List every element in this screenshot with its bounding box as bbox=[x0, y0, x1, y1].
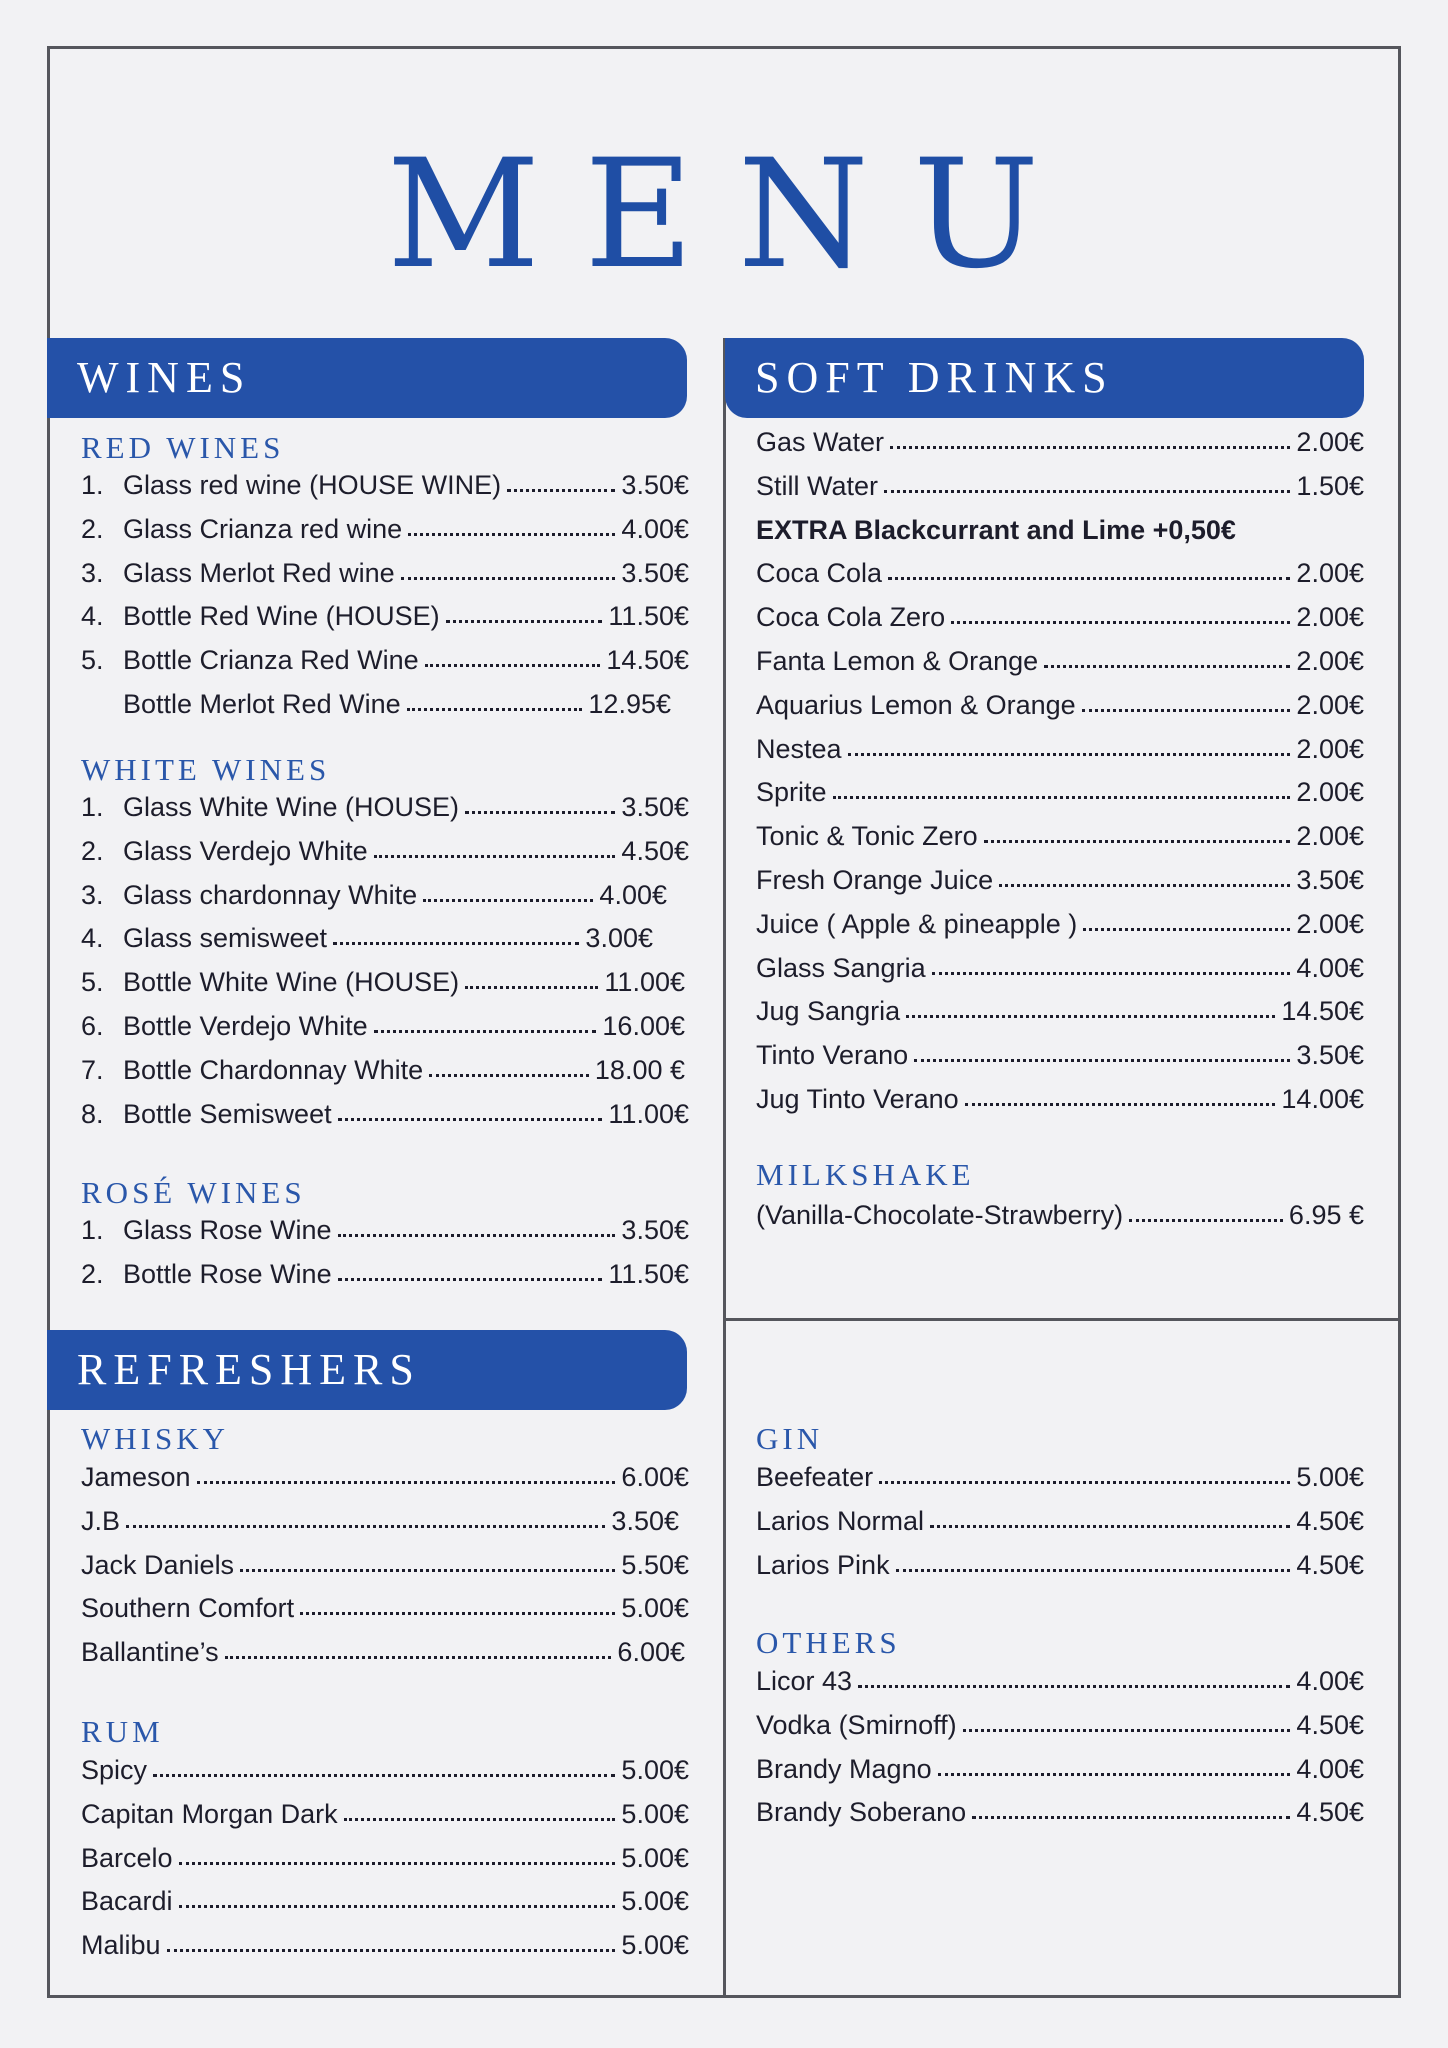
gin-list bbox=[756, 1462, 1364, 1593]
item-name: Nestea bbox=[756, 733, 842, 764]
menu-item bbox=[81, 1886, 689, 1930]
dot-leader bbox=[914, 1058, 1290, 1062]
dot-leader bbox=[423, 898, 593, 902]
item-name: J.B bbox=[81, 1505, 121, 1536]
dot-leader bbox=[374, 1029, 597, 1033]
dot-leader bbox=[401, 576, 616, 580]
dot-leader bbox=[984, 839, 1291, 843]
item-price: 2.00€ bbox=[1296, 777, 1364, 808]
item-name: EXTRA Blackcurrant and Lime +0,50€ bbox=[756, 514, 1236, 545]
item-name: Glass White Wine (HOUSE) bbox=[123, 792, 460, 822]
item-number: 8. bbox=[81, 1098, 104, 1129]
dot-leader bbox=[429, 1073, 589, 1077]
item-price: 5.00€ bbox=[621, 1930, 689, 1961]
dot-leader bbox=[197, 1480, 616, 1484]
dot-leader bbox=[879, 1480, 1290, 1484]
menu-item bbox=[756, 1550, 1364, 1594]
menu-item bbox=[756, 1666, 1364, 1710]
menu-item bbox=[756, 821, 1364, 865]
item-price: 1.50€ bbox=[1296, 470, 1364, 501]
item-name: Southern Comfort bbox=[81, 1593, 295, 1624]
red-wines-heading: RED WINES bbox=[81, 430, 285, 465]
menu-item bbox=[756, 1462, 1364, 1506]
menu-item bbox=[756, 1506, 1364, 1550]
menu-item bbox=[81, 1930, 689, 1974]
menu-item bbox=[81, 792, 689, 836]
menu-item bbox=[756, 1754, 1364, 1798]
menu-item bbox=[81, 967, 685, 1011]
item-price: 2.00€ bbox=[1296, 908, 1364, 939]
dot-leader bbox=[1044, 664, 1290, 668]
dot-leader bbox=[407, 707, 583, 711]
item-name: Glass Merlot Red wine bbox=[123, 557, 395, 588]
item-price: 4.50€ bbox=[1296, 1549, 1364, 1580]
menu-item bbox=[756, 1084, 1364, 1128]
item-name: Ballantine’s bbox=[81, 1637, 219, 1668]
dot-leader bbox=[446, 619, 603, 623]
item-price: 5.00€ bbox=[621, 1755, 689, 1785]
menu-item bbox=[756, 953, 1364, 997]
item-name: Licor 43 bbox=[756, 1666, 853, 1696]
item-name: Vodka (Smirnoff) bbox=[756, 1709, 957, 1740]
item-name: Fanta Lemon & Orange bbox=[756, 645, 1039, 676]
item-price: 18.00 € bbox=[594, 1054, 685, 1085]
menu-item bbox=[81, 1799, 689, 1843]
item-number: 1. bbox=[81, 470, 104, 500]
dot-leader bbox=[1129, 1218, 1283, 1222]
gin-heading: GIN bbox=[756, 1421, 824, 1456]
menu-item bbox=[756, 777, 1364, 821]
rose-wines-heading: ROSÉ WINES bbox=[81, 1175, 306, 1210]
menu-item bbox=[756, 690, 1364, 734]
item-price: 4.00€ bbox=[621, 513, 689, 544]
dot-leader bbox=[126, 1524, 605, 1528]
item-number: 6. bbox=[81, 1010, 104, 1041]
item-price: 4.50€ bbox=[621, 835, 689, 866]
item-name: Still Water bbox=[756, 470, 879, 501]
item-price: 4.00€ bbox=[1296, 1753, 1364, 1784]
dot-leader bbox=[938, 1772, 1291, 1776]
menu-item bbox=[81, 1259, 689, 1303]
item-name: Spicy bbox=[81, 1755, 148, 1785]
menu-item bbox=[756, 558, 1364, 602]
item-price: 4.50€ bbox=[1296, 1709, 1364, 1740]
dot-leader bbox=[932, 971, 1291, 975]
rose-wines-list bbox=[81, 1215, 689, 1303]
item-name: Glass Rose Wine bbox=[123, 1215, 332, 1245]
item-name: Bottle Verdejo White bbox=[123, 1010, 368, 1041]
menu-item bbox=[81, 470, 689, 514]
item-price: 3.50€ bbox=[621, 1215, 689, 1245]
item-number: 2. bbox=[81, 1258, 104, 1289]
whisky-list bbox=[81, 1462, 689, 1681]
item-name: Bottle Rose Wine bbox=[123, 1258, 332, 1289]
item-name: Larios Pink bbox=[756, 1549, 890, 1580]
menu-item bbox=[81, 1099, 689, 1143]
item-price: 5.00€ bbox=[621, 1593, 689, 1624]
dot-leader bbox=[338, 1117, 603, 1121]
item-price: 2.00€ bbox=[1296, 733, 1364, 764]
item-price: 3.50€ bbox=[621, 557, 689, 588]
item-number: 1. bbox=[81, 792, 104, 822]
item-price: 2.00€ bbox=[1296, 645, 1364, 676]
dot-leader bbox=[888, 576, 1290, 580]
menu-item bbox=[81, 1755, 689, 1799]
page-title: MENU bbox=[386, 128, 1084, 302]
wines-banner: WINES bbox=[47, 338, 687, 418]
item-price: 3.50€ bbox=[1296, 1040, 1364, 1071]
item-price: 14.00€ bbox=[1281, 1083, 1364, 1114]
dot-leader bbox=[179, 1904, 616, 1908]
item-price: 2.00€ bbox=[1296, 602, 1364, 633]
dot-leader bbox=[338, 1233, 616, 1237]
item-name: Glass Sangria bbox=[756, 952, 926, 983]
menu-item bbox=[756, 1040, 1364, 1084]
others-heading: OTHERS bbox=[756, 1625, 901, 1660]
dot-leader bbox=[425, 663, 601, 667]
item-price: 4.00€ bbox=[599, 879, 667, 910]
red-wines-list bbox=[81, 470, 689, 733]
item-price: 11.00€ bbox=[608, 1098, 689, 1129]
item-price: 4.00€ bbox=[1296, 952, 1364, 983]
item-number: 3. bbox=[81, 879, 104, 910]
item-price: 5.00€ bbox=[621, 1842, 689, 1873]
item-number: 3. bbox=[81, 557, 104, 588]
item-price: 11.50€ bbox=[608, 1258, 689, 1289]
dot-leader bbox=[906, 1014, 1275, 1018]
section-divider bbox=[725, 1318, 1399, 1321]
item-price: 12.95€ bbox=[588, 688, 671, 719]
dot-leader bbox=[858, 1684, 1290, 1688]
menu-item bbox=[81, 689, 671, 733]
white-wines-list bbox=[81, 792, 689, 1142]
item-name: (Vanilla-Chocolate-Strawberry) bbox=[756, 1200, 1124, 1230]
dot-leader bbox=[1083, 927, 1290, 931]
item-price: 5.00€ bbox=[621, 1886, 689, 1917]
item-number: 2. bbox=[81, 835, 104, 866]
item-price: 14.50€ bbox=[1281, 996, 1364, 1027]
item-name: Coca Cola bbox=[756, 558, 883, 589]
item-name: Barcelo bbox=[81, 1842, 173, 1873]
dot-leader bbox=[848, 752, 1291, 756]
item-price: 2.00€ bbox=[1296, 558, 1364, 589]
refreshers-banner: REFRESHERS bbox=[47, 1330, 687, 1410]
menu-item bbox=[81, 1215, 689, 1259]
item-name: Jug Tinto Verano bbox=[756, 1083, 959, 1114]
dot-leader bbox=[465, 985, 598, 989]
item-name: Glass Crianza red wine bbox=[123, 513, 403, 544]
item-name: Glass semisweet bbox=[123, 923, 328, 954]
item-price: 4.50€ bbox=[1296, 1797, 1364, 1828]
item-price: 6.00€ bbox=[621, 1462, 689, 1492]
menu-item bbox=[81, 1055, 685, 1099]
item-name: Bottle Red Wine (HOUSE) bbox=[123, 601, 440, 632]
dot-leader bbox=[179, 1861, 616, 1865]
menu-item bbox=[81, 601, 689, 645]
item-name: Glass red wine (HOUSE WINE) bbox=[123, 470, 502, 500]
item-name: Juice ( Apple & pineapple ) bbox=[756, 908, 1078, 939]
item-price: 3.50€ bbox=[621, 792, 689, 822]
item-name: Bottle White Wine (HOUSE) bbox=[123, 967, 460, 998]
item-price: 4.50€ bbox=[1296, 1505, 1364, 1536]
item-price: 2.00€ bbox=[1296, 427, 1364, 457]
menu-item bbox=[81, 1843, 689, 1887]
menu-item bbox=[81, 1637, 685, 1681]
item-name: Tinto Verano bbox=[756, 1040, 909, 1071]
dot-leader bbox=[300, 1611, 615, 1615]
item-name: Malibu bbox=[81, 1930, 161, 1961]
menu-item bbox=[81, 1011, 685, 1055]
dot-leader bbox=[890, 445, 1290, 449]
item-price: 6.95 € bbox=[1288, 1200, 1364, 1230]
menu-item bbox=[756, 734, 1364, 778]
dot-leader bbox=[884, 489, 1290, 493]
dot-leader bbox=[896, 1568, 1291, 1572]
milkshake-heading: MILKSHAKE bbox=[756, 1157, 975, 1192]
item-price: 5.00€ bbox=[1296, 1462, 1364, 1492]
soft-drinks-list bbox=[756, 427, 1364, 1128]
item-name: Bottle Merlot Red Wine bbox=[123, 688, 401, 719]
item-name: Tonic & Tonic Zero bbox=[756, 821, 978, 852]
item-price: 2.00€ bbox=[1296, 821, 1364, 852]
item-price: 11.50€ bbox=[608, 601, 689, 632]
dot-leader bbox=[999, 883, 1290, 887]
dot-leader bbox=[333, 941, 579, 945]
item-number: 1. bbox=[81, 1215, 104, 1245]
menu-item bbox=[756, 471, 1364, 515]
menu-item bbox=[756, 996, 1364, 1040]
dot-leader bbox=[338, 1277, 603, 1281]
item-number: 5. bbox=[81, 967, 104, 998]
rum-heading: RUM bbox=[81, 1714, 164, 1749]
dot-leader bbox=[972, 1815, 1290, 1819]
item-price: 5.00€ bbox=[621, 1798, 689, 1829]
menu-item bbox=[81, 1506, 679, 1550]
menu-item bbox=[81, 880, 667, 924]
menu-item bbox=[756, 1710, 1364, 1754]
dot-leader bbox=[833, 795, 1291, 799]
item-name: Beefeater bbox=[756, 1462, 874, 1492]
menu-item bbox=[81, 1550, 689, 1594]
dot-leader bbox=[963, 1728, 1291, 1732]
item-name: Bottle Crianza Red Wine bbox=[123, 645, 419, 676]
item-name: Brandy Magno bbox=[756, 1753, 932, 1784]
dot-leader bbox=[374, 854, 616, 858]
item-name: Gas Water bbox=[756, 427, 885, 457]
menu-item bbox=[81, 923, 653, 967]
item-name: Sprite bbox=[756, 777, 827, 808]
dot-leader bbox=[930, 1524, 1290, 1528]
dot-leader bbox=[965, 1102, 1276, 1106]
dot-leader bbox=[465, 810, 615, 814]
item-price: 2.00€ bbox=[1296, 689, 1364, 720]
item-name: Aquarius Lemon & Orange bbox=[756, 689, 1076, 720]
item-price: 3.50€ bbox=[611, 1505, 679, 1536]
item-number: 5. bbox=[81, 645, 104, 676]
dot-leader bbox=[507, 488, 615, 492]
menu-item bbox=[81, 514, 689, 558]
dot-leader bbox=[225, 1655, 612, 1659]
item-price: 4.00€ bbox=[1296, 1666, 1364, 1696]
item-price: 3.00€ bbox=[585, 923, 653, 954]
item-name: Brandy Soberano bbox=[756, 1797, 967, 1828]
item-price: 11.00€ bbox=[604, 967, 685, 998]
item-number: 4. bbox=[81, 601, 104, 632]
menu-item bbox=[81, 836, 689, 880]
item-price: 5.50€ bbox=[621, 1549, 689, 1580]
rum-list bbox=[81, 1755, 689, 1974]
menu-item bbox=[756, 515, 1364, 559]
milkshake-list bbox=[756, 1200, 1364, 1244]
item-price: 14.50€ bbox=[606, 645, 689, 676]
item-name: Bottle Chardonnay White bbox=[123, 1054, 424, 1085]
menu-item bbox=[756, 602, 1364, 646]
dot-leader bbox=[344, 1817, 616, 1821]
dot-leader bbox=[408, 532, 615, 536]
others-list bbox=[756, 1666, 1364, 1841]
item-number: 4. bbox=[81, 923, 104, 954]
whisky-heading: WHISKY bbox=[81, 1421, 229, 1456]
item-name: Bottle Semisweet bbox=[123, 1098, 332, 1129]
menu-item bbox=[756, 427, 1364, 471]
menu-item bbox=[756, 646, 1364, 690]
item-name: Jameson bbox=[81, 1462, 191, 1492]
menu-item bbox=[756, 1200, 1364, 1244]
item-number: 2. bbox=[81, 513, 104, 544]
menu-item bbox=[81, 1462, 689, 1506]
soft-drinks-banner: SOFT DRINKS bbox=[725, 338, 1364, 418]
dot-leader bbox=[167, 1948, 616, 1952]
item-name: Larios Normal bbox=[756, 1505, 925, 1536]
item-name: Fresh Orange Juice bbox=[756, 864, 994, 895]
item-name: Jack Daniels bbox=[81, 1549, 235, 1580]
item-price: 6.00€ bbox=[617, 1637, 685, 1668]
dot-leader bbox=[1082, 708, 1291, 712]
menu-item bbox=[756, 865, 1364, 909]
item-name: Glass Verdejo White bbox=[123, 835, 368, 866]
menu-item bbox=[81, 1593, 689, 1637]
item-name: Jug Sangria bbox=[756, 996, 901, 1027]
menu-item bbox=[756, 1797, 1364, 1841]
dot-leader bbox=[240, 1568, 615, 1572]
item-name: Coca Cola Zero bbox=[756, 602, 946, 633]
item-name: Bacardi bbox=[81, 1886, 173, 1917]
menu-item bbox=[756, 909, 1364, 953]
white-wines-heading: WHITE WINES bbox=[81, 752, 331, 787]
item-price: 16.00€ bbox=[602, 1010, 685, 1041]
item-price: 3.50€ bbox=[1296, 864, 1364, 895]
menu-item bbox=[81, 645, 689, 689]
item-price: 3.50€ bbox=[621, 470, 689, 500]
item-number: 7. bbox=[81, 1054, 104, 1085]
dot-leader bbox=[153, 1773, 615, 1777]
item-name: Glass chardonnay White bbox=[123, 879, 418, 910]
menu-item bbox=[81, 558, 689, 602]
item-name: Capitan Morgan Dark bbox=[81, 1798, 338, 1829]
dot-leader bbox=[951, 620, 1290, 624]
column-divider bbox=[723, 338, 726, 1998]
